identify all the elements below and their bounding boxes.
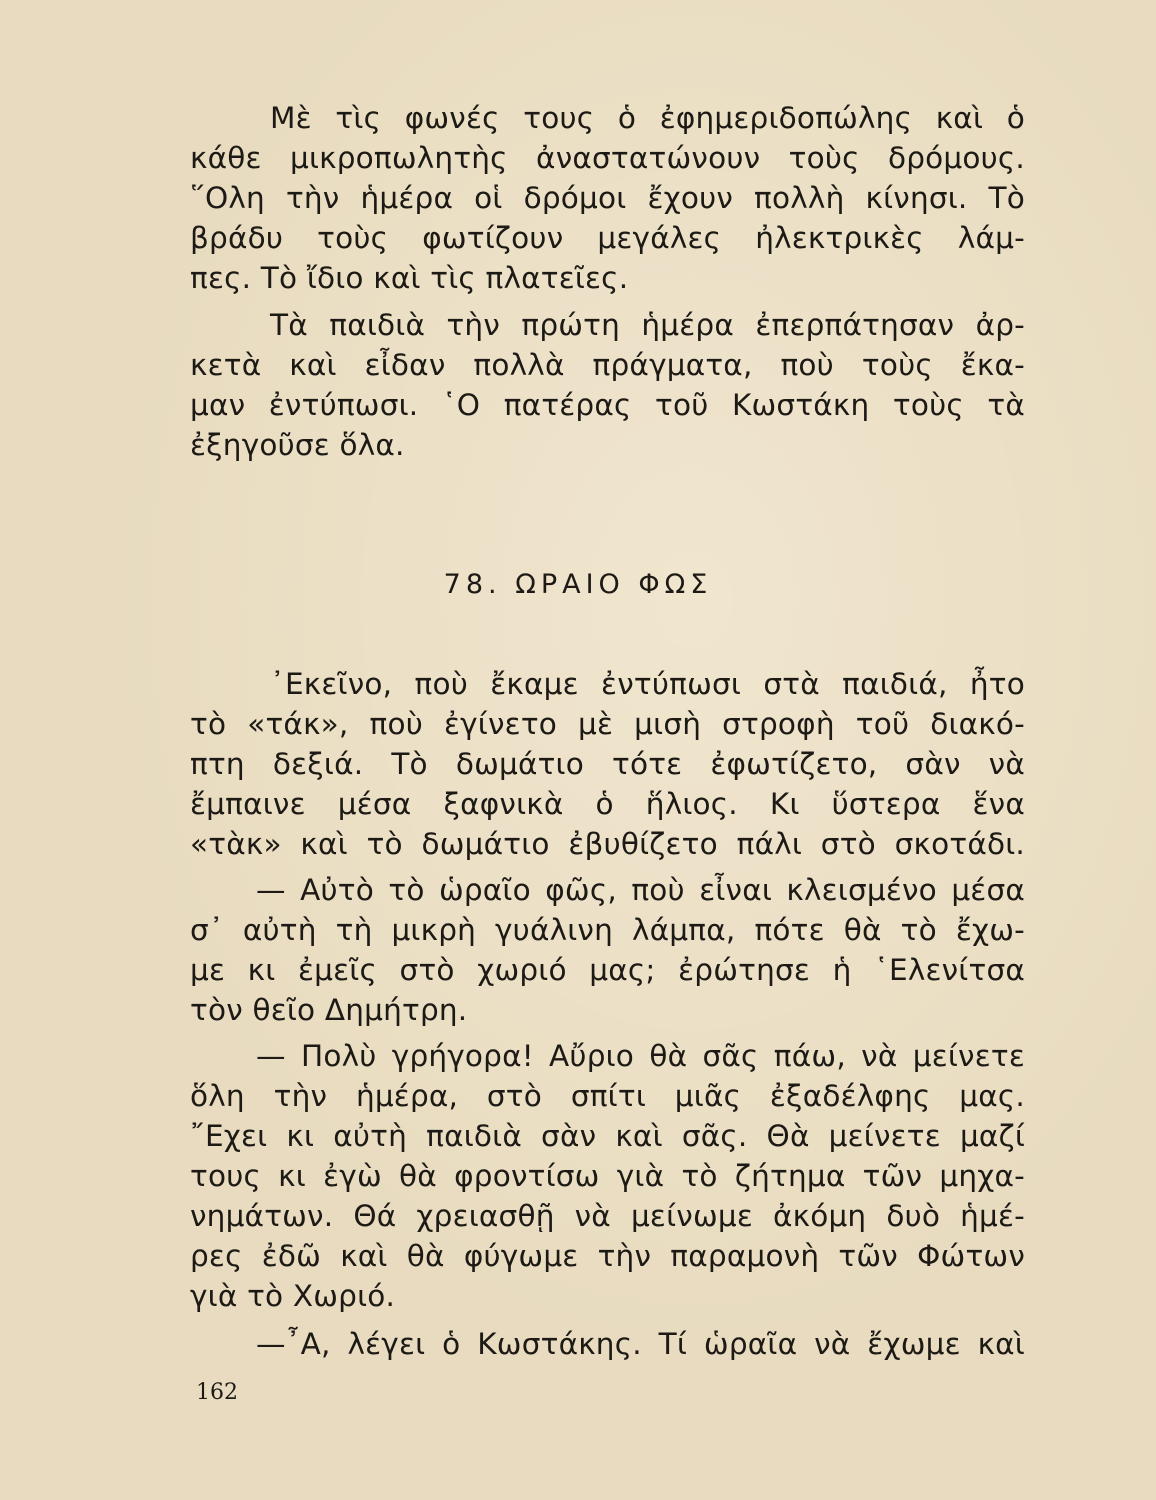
text-line: — Πολὺ γρήγορα! Αὔριο θὰ σᾶς πάω, νὰ μείνετε [256, 1039, 1025, 1073]
text-line: ὅλη τὴν ἡμέρα, στὸ σπίτι μιᾶς ἐξαδέλφης μας. [190, 1079, 1025, 1113]
paragraph-5 [190, 1036, 1025, 1316]
text-line: κάθε μικροπωλητὴς ἀναστατώνουν τοὺς δρόμους. [190, 141, 1025, 175]
paragraph-1 [190, 98, 1025, 298]
text-line: ῎Εχει κι αὐτὴ παιδιὰ σὰν καὶ σᾶς. Θὰ μείνετε μαζί [190, 1119, 1025, 1153]
text-line: ρες ἐδῶ καὶ θὰ φύγωμε τὴν παραμονὴ τῶν Φώτων [190, 1239, 1025, 1273]
text-line: βράδυ τοὺς φωτίζουν μεγάλες ἠλεκτρικὲς λάμ- [190, 221, 1025, 255]
text-line: με κι ἐμεῖς στὸ χωριό μας; ἐρώτησε ἡ ῾Ελενίτσα [190, 953, 1025, 987]
text-line: μαν ἐντύπωσι. ῾Ο πατέρας τοῦ Κωστάκη τοὺς τὰ [190, 388, 1025, 422]
paragraph-3 [190, 664, 1025, 864]
text-line: ἔμπαινε μέσα ξαφνικὰ ὁ ἥλιος. Κι ὕστερα ἕνα [190, 787, 1025, 821]
text-line: πες. Τὸ ἴδιο καὶ τὶς πλατεῖες. [190, 261, 629, 295]
paragraph-6 [190, 1324, 1025, 1364]
text-line: τους κι ἐγὼ θὰ φροντίσω γιὰ τὸ ζήτημα τῶν μηχα- [190, 1159, 1025, 1193]
paragraph-4 [190, 870, 1025, 1030]
text-line: τὸ «τάκ», ποὺ ἐγίνετο μὲ μισὴ στροφὴ τοῦ διακό- [190, 707, 1025, 741]
text-line: γιὰ τὸ Χωριό. [190, 1279, 396, 1313]
text-line: Μὲ τὶς φωνές τους ὁ ἐφημεριδοπώλης καὶ ὁ [270, 101, 1025, 135]
text-line: ἐξηγοῦσε ὅλα. [190, 428, 405, 462]
text-line: ᾿Εκεῖνο, ποὺ ἔκαμε ἐντύπωσι στὰ παιδιά, ἦτο [270, 667, 1025, 701]
text-line: —῏Α, λέγει ὁ Κωστάκης. Τί ὡραῖα νὰ ἔχωμε καὶ [256, 1327, 1025, 1361]
page-number: 162 [196, 1380, 238, 1405]
text-line: πτη δεξιά. Τὸ δωμάτιο τότε ἐφωτίζετο, σὰν νὰ [190, 747, 1025, 781]
text-line: σ᾿ αὐτὴ τὴ μικρὴ γυάλινη λάμπα, πότε θὰ τὸ ἔχω- [190, 913, 1025, 947]
text-line: «τὰκ» καὶ τὸ δωμάτιο ἐβυθίζετο πάλι στὸ σκοτάδι. [190, 827, 1025, 861]
chapter-heading: 78. ΩΡΑΙΟ ΦΩΣ [443, 569, 713, 600]
text-line: κετὰ καὶ εἶδαν πολλὰ πράγματα, ποὺ τοὺς ἔκα- [190, 348, 1025, 382]
text-line: ῞Ολη τὴν ἡμέρα οἱ δρόμοι ἔχουν πολλὴ κίνησι. Τὸ [190, 181, 1025, 215]
text-line: τὸν θεῖο Δημήτρη. [190, 993, 468, 1027]
text-line: νημάτων. Θά χρειασθῇ νὰ μείνωμε ἀκόμη δυὸ ἡμέ- [190, 1199, 1025, 1233]
paragraph-2 [190, 305, 1025, 465]
text-line: — Αὐτὸ τὸ ὡραῖο φῶς, ποὺ εἶναι κλεισμένο μέσα [256, 873, 1025, 907]
text-line: Τὰ παιδιὰ τὴν πρώτη ἡμέρα ἐπερπάτησαν ἀρ- [270, 308, 1025, 342]
